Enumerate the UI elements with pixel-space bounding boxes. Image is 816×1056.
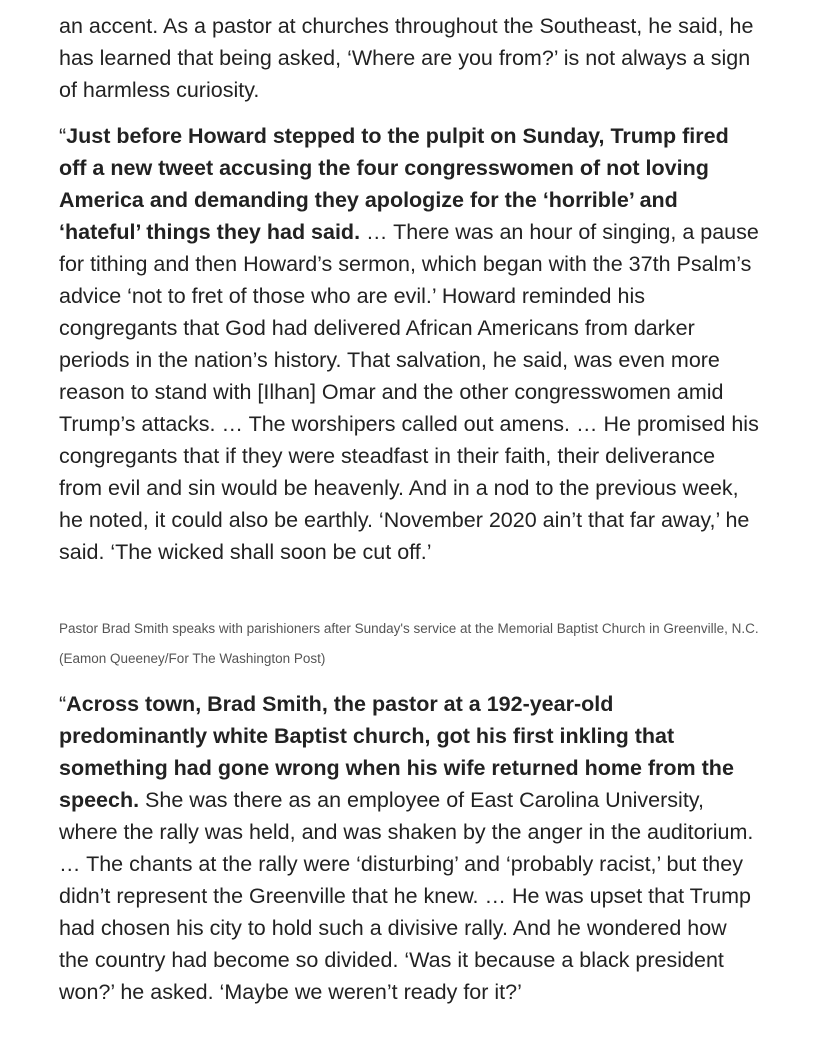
photo-caption: Pastor Brad Smith speaks with parishioners after Sunday's service at the Memorial Baptist Church in Greenville, N.C. (Eamon Queeney/For The Washington Post) — [59, 621, 759, 666]
paragraph-3-text: She was there as an employee of East Carolina University, where the rally was held, and was shaken by the anger in the auditorium. … The chants at the rally were ‘disturbing’ and ‘probably racist,’ but they didn’t represent the Greenville that he knew. … He was upset that Trump had chosen his city to hold such a divisive rally. And he wondered how the country had become so divided. ‘Was it because a black president won?’ he asked. ‘Maybe we weren’t ready for it?’ — [59, 788, 754, 1004]
paragraph-1: an accent. As a pastor at churches throughout the Southeast, he said, he has learned that being asked, ‘Where are you from?’ is not always a sign of harmless curiosity. — [59, 14, 754, 102]
article-body — [59, 10, 759, 1008]
paragraph-2-lead: Just before Howard stepped to the pulpit on Sunday, Trump fired off a new tweet accusing the four congresswomen of not loving America and demanding they apologize for the ‘horrible’ and ‘hateful’ things they had said. — [59, 124, 729, 244]
paragraph-3-lead: Across town, Brad Smith, the pastor at a 192-year-old predominantly white Baptist church, got his first inkling that something had gone wrong when his wife returned home from the speech. — [59, 692, 734, 812]
paragraph-3 — [59, 688, 759, 1008]
open-quote: “ — [59, 124, 67, 148]
open-quote: “ — [59, 692, 67, 716]
paragraph-2-text: … There was an hour of singing, a pause for tithing and then Howard’s sermon, which began with the 37th Psalm’s advice ‘not to fret of those who are evil.’ Howard reminded his congregants that God had delivered African Americans from darker periods in the nation’s history. That salvation, he said, was even more reason to stand with [Ilhan] Omar and the other congresswomen amid Trump’s attacks. … The worshipers called out amens. … He promised his congregants that if they were steadfast in their faith, their deliverance from evil and sin would be heavenly. And in a nod to the previous week, he noted, it could also be earthly. ‘November 2020 ain’t that far away,’ he said. ‘The wicked shall soon be cut off.’ — [59, 220, 759, 564]
paragraph-2 — [59, 120, 759, 568]
